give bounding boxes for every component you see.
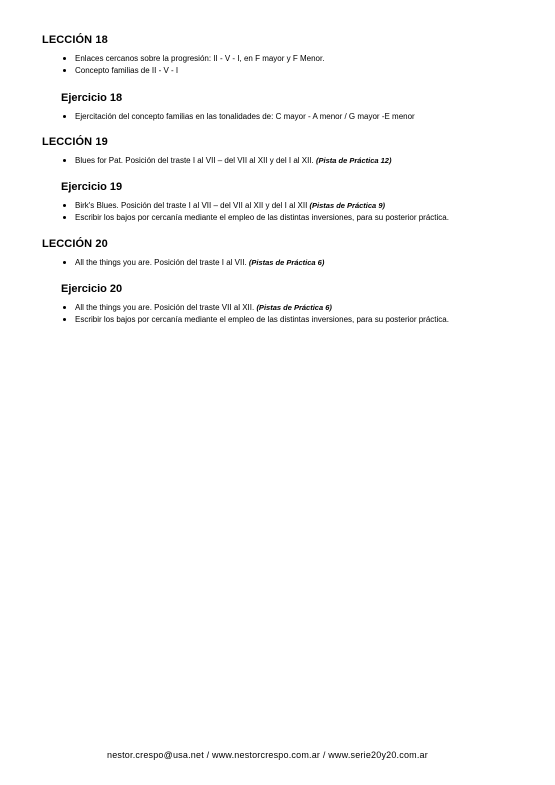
exercise-20-list bbox=[63, 302, 533, 325]
item-text: Escribir los bajos por cercanía mediante el empleo de las distintas inversiones, para su posterior práctica. bbox=[75, 314, 449, 324]
practice-track-ref: (Pistas de Práctica 6) bbox=[248, 258, 325, 267]
exercise-19-title: Ejercicio 19 bbox=[61, 181, 123, 193]
practice-track-ref: (Pista de Práctica 12) bbox=[316, 156, 392, 165]
list-item bbox=[63, 314, 533, 326]
list-item bbox=[63, 111, 533, 123]
lesson-20-list bbox=[63, 257, 533, 269]
bullet-icon bbox=[63, 159, 66, 162]
item-text: All the things you are. Posición del traste I al VII. bbox=[75, 258, 249, 267]
exercise-19-list bbox=[63, 200, 533, 223]
list-item bbox=[63, 200, 533, 212]
exercise-18-list bbox=[63, 111, 533, 123]
item-text: Escribir los bajos por cercanía mediante el empleo de las distintas inversiones, para su posterior práctica. bbox=[75, 212, 449, 222]
list-item bbox=[63, 257, 533, 269]
item-text: Birk's Blues. Posición del traste I al VII – del VII al XII y del I al XII bbox=[75, 201, 310, 210]
lesson-20-title: LECCIÓN 20 bbox=[42, 238, 108, 250]
bullet-icon bbox=[63, 57, 66, 60]
bullet-icon bbox=[63, 69, 66, 72]
bullet-icon bbox=[63, 216, 66, 219]
exercise-20-title: Ejercicio 20 bbox=[61, 283, 123, 295]
lesson-18-title: LECCIÓN 18 bbox=[42, 34, 108, 46]
bullet-icon bbox=[63, 261, 66, 264]
item-text: Ejercitación del concepto familias en las tonalidades de: C mayor - A menor / G mayor -E menor bbox=[75, 112, 415, 121]
footer-contact: nestor.crespo@usa.net / www.nestorcrespo.com.ar / www.serie20y20.com.ar bbox=[107, 750, 428, 760]
list-item bbox=[63, 212, 533, 224]
list-item bbox=[63, 302, 533, 314]
lesson-18-list bbox=[63, 53, 533, 76]
lesson-19-title: LECCIÓN 19 bbox=[42, 136, 108, 148]
bullet-icon bbox=[63, 318, 66, 321]
list-item bbox=[63, 65, 533, 77]
item-text: Blues for Pat. Posición del traste I al VII – del VII al XII y del I al XII. bbox=[75, 156, 317, 165]
list-item bbox=[63, 155, 533, 167]
practice-track-ref: (Pistas de Práctica 9) bbox=[309, 201, 385, 210]
list-item bbox=[63, 53, 533, 65]
item-text: All the things you are. Posición del traste VII al XII. bbox=[75, 303, 257, 312]
item-text: Concepto familias de II - V - I bbox=[75, 65, 179, 75]
lesson-19-list bbox=[63, 155, 533, 167]
item-text: Enlaces cercanos sobre la progresión: II - V - I, en F mayor y F Menor. bbox=[75, 54, 325, 63]
exercise-18-title: Ejercicio 18 bbox=[61, 92, 123, 104]
bullet-icon bbox=[63, 204, 66, 207]
bullet-icon bbox=[63, 115, 66, 118]
bullet-icon bbox=[63, 306, 66, 309]
practice-track-ref: (Pistas de Práctica 6) bbox=[256, 303, 332, 312]
